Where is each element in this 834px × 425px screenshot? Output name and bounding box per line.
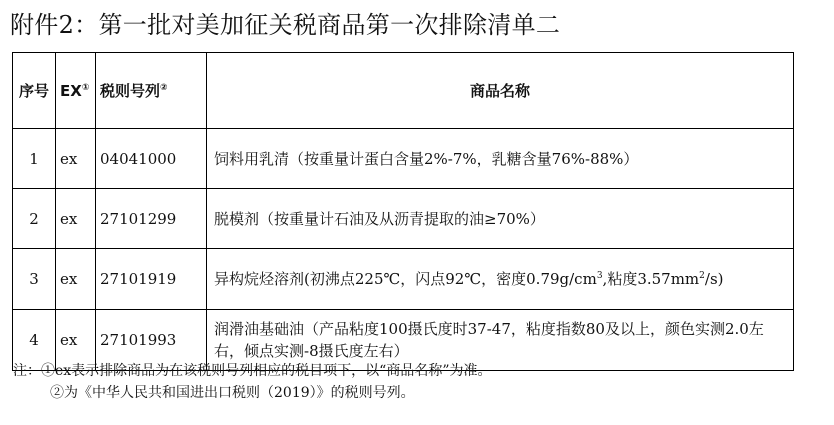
header-ex-footnote-mark: ①: [81, 82, 90, 93]
exclusion-list-table-container: [12, 52, 794, 371]
table-row: [13, 189, 794, 249]
header-tariff: [96, 53, 207, 129]
header-seq-label: 序号: [18, 82, 49, 100]
cell-product-name: 饲料用乳清（按重量计蛋白含量2%-7%，乳糖含量76%-88%）: [207, 129, 794, 189]
header-tariff-footnote-mark: ②: [160, 83, 168, 93]
cell-ex: ex: [56, 249, 96, 310]
footnote-1-text: ①ex表示排除商品为在该税则号列相应的税目项下，以“商品名称”为准。: [41, 363, 492, 379]
footnote-label: 注：: [13, 363, 41, 379]
cell-tariff-code: 27101299: [96, 189, 207, 249]
cell-tariff-code: 04041000: [96, 129, 207, 189]
table-row: [13, 249, 794, 310]
product-name-text: 异构烷烃溶剂(初沸点225℃，闪点92℃，密度0.79g/cm: [214, 270, 597, 288]
document-title: 附件2：第一批对美加征关税商品第一次排除清单二: [10, 11, 561, 39]
cell-seq: 2: [13, 189, 56, 249]
cell-product-name: 润滑油基础油（产品粘度100摄氏度时37-47，粘度指数80及以上，颜色实测2.0左右，倾点实测-8摄氏度左右）: [207, 310, 794, 371]
footnotes: [13, 360, 492, 404]
header-name-label: 商品名称: [469, 82, 530, 100]
cell-seq: 1: [13, 129, 56, 189]
exclusion-list-table: [12, 52, 794, 371]
header-ex-label: EX: [60, 81, 82, 100]
cell-ex: ex: [56, 189, 96, 249]
footnote-2: ②为《中华人民共和国进出口税则（2019）》的税则号列。: [50, 385, 415, 401]
footnote-1: [13, 360, 492, 382]
superscript-unit: 2: [699, 271, 705, 281]
cell-tariff-code: 27101993: [96, 310, 207, 371]
cell-product-name: 脱模剂（按重量计石油及从沥青提取的油≥70%）: [207, 189, 794, 249]
header-name: [207, 53, 794, 129]
table-header-row: [13, 53, 794, 129]
cell-seq: 3: [13, 249, 56, 310]
table-row: [13, 129, 794, 189]
cell-seq: 4: [13, 310, 56, 371]
product-name-text: ,粘度3.57mm: [602, 270, 700, 288]
header-tariff-label: 税则号列: [100, 82, 161, 100]
cell-product-name: [207, 249, 794, 310]
header-ex: [56, 53, 96, 129]
cell-ex: ex: [56, 129, 96, 189]
product-name-text: /s): [704, 270, 724, 288]
cell-tariff-code: 27101919: [96, 249, 207, 310]
header-seq: [13, 53, 56, 129]
superscript-unit: 3: [596, 271, 603, 281]
cell-ex: ex: [56, 310, 96, 371]
